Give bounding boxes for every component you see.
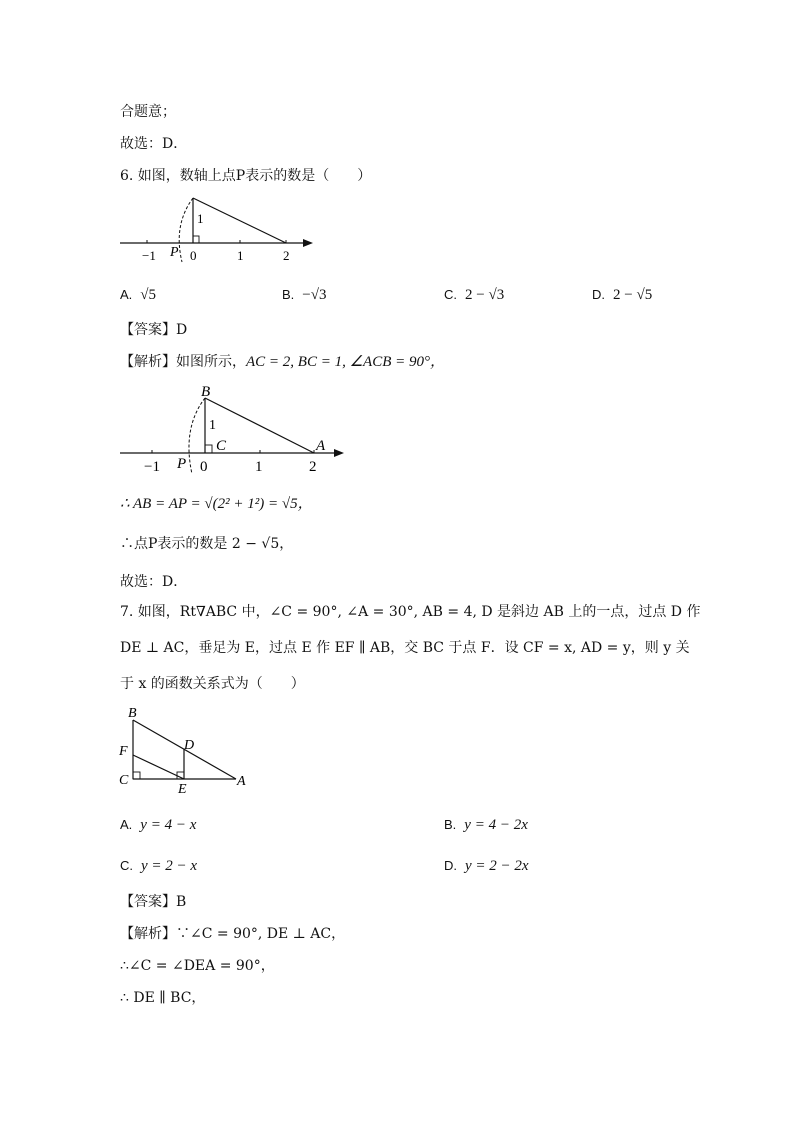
- q7-option-b[interactable]: B. y = 4 − 2x: [444, 817, 528, 833]
- q6-fig2-label-p: P: [177, 456, 187, 472]
- q7-label-b: B: [128, 706, 137, 721]
- q6-point-p-label: P: [170, 245, 179, 260]
- q6-height-label: 1: [197, 211, 204, 226]
- q6-option-c[interactable]: C. 2 − √3: [444, 287, 505, 303]
- q7-option-d[interactable]: D. y = 2 − 2x: [444, 858, 529, 874]
- q7-analysis-3: ∴ DE ∥ BC，: [120, 990, 206, 1006]
- q6-analysis-figure: [118, 380, 353, 475]
- q6-tick-0: 0: [190, 248, 197, 263]
- q6-conclusion: 故选：D．: [120, 574, 188, 590]
- q6-fig2-tick-0: 0: [200, 459, 208, 475]
- q6-fig2-tick-2: 2: [309, 459, 317, 475]
- q6-tick-neg1: −1: [142, 248, 156, 263]
- q7-label-a: A: [237, 774, 246, 789]
- q7-label-f: F: [119, 744, 128, 759]
- q6-fig2-label-a: A: [316, 438, 326, 454]
- q6-step-1: ∴ AB = AP = √(2² + 1²) = √5，: [120, 496, 313, 512]
- q6-stem: 6. 如图，数轴上点P表示的数是（ ）: [120, 168, 372, 184]
- q6-option-a[interactable]: A. √5: [120, 287, 157, 303]
- q6-answer: 【答案】D: [120, 322, 188, 338]
- prev-text-1: 合题意；: [120, 104, 176, 120]
- q6-number-line-figure: [118, 190, 318, 270]
- q7-label-e: E: [178, 782, 187, 797]
- q6-option-d[interactable]: D. 2 − √5: [592, 287, 653, 303]
- q7-analysis-2: ∴∠C = ∠DEA = 90°，: [120, 958, 275, 974]
- q7-stem-1: 7. 如图，Rt∇ABC 中，∠C = 90°, ∠A = 30°, AB = 4, D 是斜边 AB 上的一点，过点 D 作: [120, 604, 701, 620]
- q7-option-c[interactable]: C. y = 2 − x: [120, 858, 198, 874]
- q6-option-b[interactable]: B. −√3: [282, 287, 327, 303]
- q7-triangle-figure: [116, 704, 256, 799]
- q7-label-d: D: [184, 738, 195, 753]
- q6-tick-1: 1: [237, 248, 244, 263]
- q7-stem-2: DE ⊥ AC，垂足为 E，过点 E 作 EF ∥ AB，交 BC 于点 F．设 CF = x, AD = y，则 y 关: [120, 640, 690, 656]
- q7-analysis-1: 【解析】∵∠C = 90°, DE ⊥ AC，: [120, 926, 346, 942]
- q6-step-2: ∴点P表示的数是 2 − √5，: [120, 536, 294, 552]
- q6-fig2-label-c: C: [216, 438, 227, 454]
- q7-stem-3: 于 x 的函数关系式为（ ）: [120, 676, 305, 692]
- q6-fig2-height-label: 1: [209, 418, 216, 433]
- q6-tick-2: 2: [283, 248, 290, 263]
- prev-conclusion: 故选：D．: [120, 136, 188, 152]
- q6-fig2-label-b: B: [201, 384, 211, 400]
- q7-answer: 【答案】B: [120, 894, 187, 910]
- q7-label-c: C: [119, 773, 129, 788]
- q6-fig2-tick-neg1: −1: [144, 459, 160, 475]
- q7-option-a[interactable]: A. y = 4 − x: [120, 817, 197, 833]
- q6-fig2-tick-1: 1: [255, 459, 263, 475]
- q6-analysis: 【解析】如图所示，AC = 2, BC = 1, ∠ACB = 90°，: [120, 354, 445, 370]
